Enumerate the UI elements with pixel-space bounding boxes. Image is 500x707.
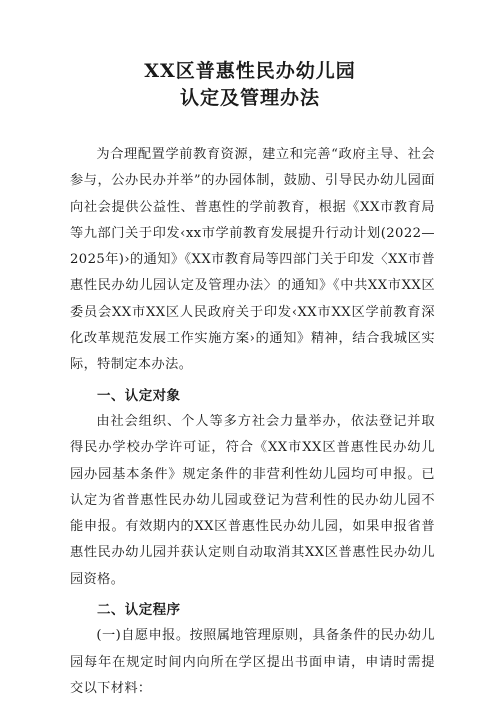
preamble-paragraph: 为合理配置学前教育资源，建立和完善“政府主导、社会参与，公办民办并举”的办园体制，鼓励、引导民办幼儿园面向社会提供公益性、普惠性的学前教育，根据《XX市教育局等九部门关于印发‹xx市学前教育发展提升行动计划(2022—2025年)›的通知》《XX市教育局等四部门关于印发〈XX市普惠性民办幼儿园认定及管理办法〉的通知》《中共XX市XX区委员会XX市XX区人民政府关于印发‹XX市XX区学前教育深化改革规范发展工作实施方案›的通知》精神，结合我城区实际，特制定本办法。: [70, 147, 435, 373]
document-title-line-1: XX区普惠性民办幼儿园: [144, 60, 356, 82]
section-2-item-1: (一)自愿申报。按照属地管理原则，具备条件的民办幼儿园每年在规定时间内向所在学区提出书面申请，申请时需提交以下材料：: [70, 628, 435, 696]
document-title-block: [0, 58, 500, 112]
section-1-heading: 一、认定对象: [97, 387, 181, 404]
document-title-line-2: 认定及管理办法: [179, 87, 320, 109]
document-body: [70, 142, 435, 702]
section-1-paragraph: 由社会组织、个人等多方社会力量举办，依法登记并取得民办学校办学许可证，符合《XX市XX区普惠性民办幼儿园办园基本条件》规定条件的非营利性幼儿园均可申报。已认定为省普惠性民办幼儿园或登记为营利性的民办幼儿园不能申报。有效期内的XX区普惠性民办幼儿园，如果申报省普惠性民办幼儿园并获认定则自动取消其XX区普惠性民办幼儿园资格。: [70, 413, 435, 587]
section-2-heading: 二、认定程序: [97, 602, 181, 619]
